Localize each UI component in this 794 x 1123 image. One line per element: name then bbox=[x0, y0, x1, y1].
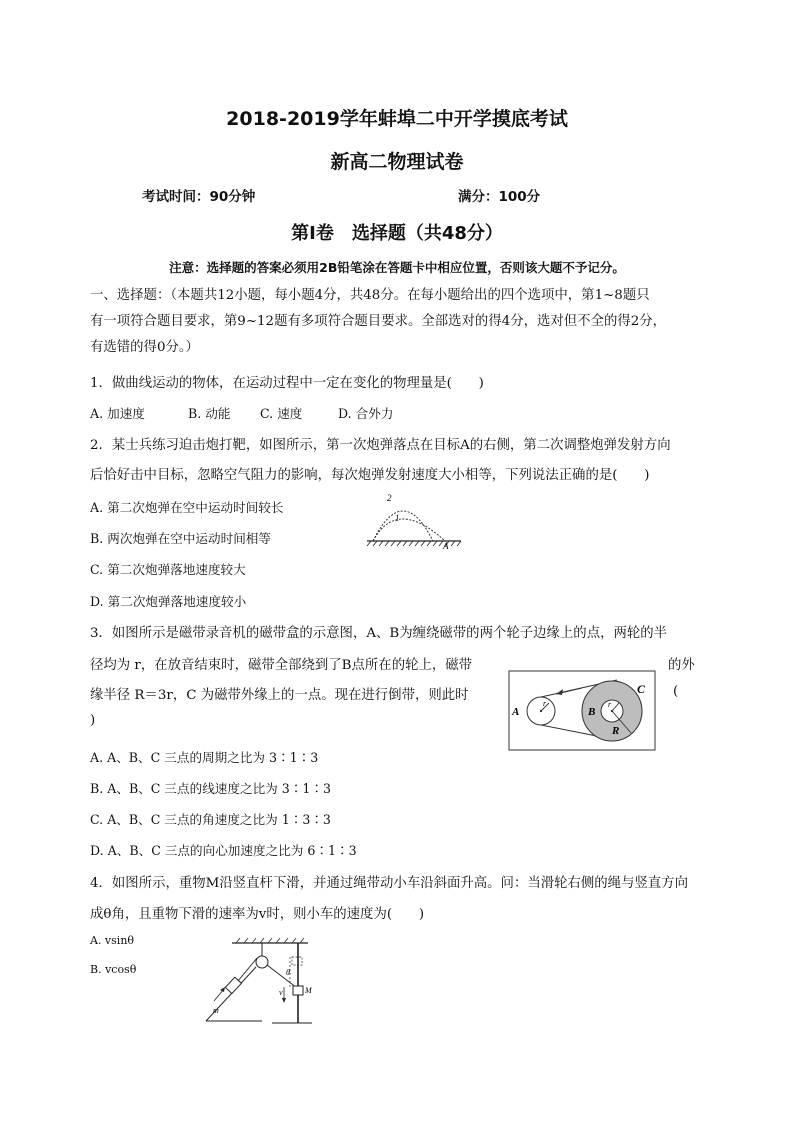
q2-stem-line-1: 2．某士兵练习迫击炮打靶，如图所示，第一次炮弹落点在目标A的右侧，第二次调整炮弹发射方向 bbox=[90, 438, 671, 453]
q3-stem-line-3b: ( bbox=[673, 684, 679, 699]
ceiling-hatch bbox=[236, 938, 304, 943]
q4-pulley-figure bbox=[200, 935, 320, 1027]
q1-stem: 1．做曲线运动的物体，在运动过程中一定在变化的物理量是( ) bbox=[90, 376, 484, 391]
q3-option-c: C. A、B、C 三点的角速度之比为 1∶3∶3 bbox=[90, 812, 331, 827]
trajectory-2 bbox=[373, 511, 433, 541]
q4-option-a: A. vsinθ bbox=[90, 934, 135, 947]
cart-motion-arrow-icon bbox=[220, 987, 225, 992]
velocity-arrow-icon bbox=[282, 998, 286, 1003]
section-title: 第Ⅰ卷 选择题（共48分） bbox=[291, 223, 503, 244]
instructions-line-2: 有一项符合题目要求，第9~12题有多项符合题目要求。全部选对的得4分，选对但不全的得2分， bbox=[90, 314, 667, 329]
instructions-line-1: 一、选择题：（本题共12小题，每小题4分，共48分。在每小题给出的四个选项中，第1~8题只 bbox=[90, 288, 650, 303]
q2-option-c: C. 第二次炮弹落地速度较大 bbox=[90, 562, 246, 577]
point-c-label: C bbox=[637, 682, 646, 696]
point-b-label: B bbox=[588, 706, 596, 718]
q3-tape-cassette-figure bbox=[508, 670, 656, 752]
exam-title: 2018-2019学年蚌埠二中开学摸底考试 bbox=[226, 108, 568, 130]
q1-option-b: B. 动能 bbox=[188, 406, 231, 421]
rope-right bbox=[267, 965, 297, 988]
q3-option-a: A. A、B、C 三点的周期之比为 3∶1∶3 bbox=[90, 750, 319, 765]
theta-label: θ bbox=[286, 968, 290, 977]
q3-stem-line-3a: 缘半径 R＝3r，C 为磁带外缘上的一点。现在进行倒带，则此时 bbox=[90, 688, 469, 703]
q2-trajectory-figure bbox=[365, 487, 465, 549]
q1-option-c: C. 速度 bbox=[260, 406, 303, 421]
velocity-label: v bbox=[279, 988, 283, 997]
exam-subtitle: 新高二物理试卷 bbox=[330, 151, 464, 173]
point-a-label: A bbox=[512, 706, 520, 718]
q2-option-d: D. 第二次炮弹落地速度较小 bbox=[90, 594, 247, 609]
weight-m bbox=[293, 986, 303, 995]
q3-option-d: D. A、B、C 三点的向心加速度之比为 6∶1∶3 bbox=[90, 843, 357, 858]
radius-b-label: r bbox=[608, 700, 612, 709]
q2-stem-line-2: 后恰好击中目标，忽略空气阻力的影响，每次炮弹发射速度大小相等，下列说法正确的是( ) bbox=[90, 468, 650, 483]
trajectory-label-2: 2 bbox=[387, 493, 392, 503]
q1-option-d: D. 合外力 bbox=[338, 406, 394, 421]
radius-R-label: R bbox=[612, 725, 620, 737]
q2-option-b: B. 两次炮弹在空中运动时间相等 bbox=[90, 531, 271, 546]
q3-stem-line-2b: 的外 bbox=[668, 658, 695, 673]
section-note: 注意：选择题的答案必须用2B铅笔涂在答题卡中相应位置，否则该大题不予记分。 bbox=[169, 260, 625, 275]
q4-option-b: B. vcosθ bbox=[90, 963, 137, 976]
radius-a-label: r bbox=[543, 699, 547, 708]
exam-time: 考试时间：90分钟 bbox=[142, 189, 256, 205]
trajectory-1 bbox=[373, 519, 445, 541]
q3-stem-line-4: ) bbox=[90, 713, 96, 728]
q4-stem-line-1: 4．如图所示，重物M沿竖直杆下滑，并通过绳带动小车沿斜面升高。问：当滑轮右侧的绳与竖直方向 bbox=[90, 876, 689, 891]
trajectory-label-1: 1 bbox=[395, 513, 400, 523]
pulley bbox=[256, 956, 268, 968]
q1-option-a: A. 加速度 bbox=[90, 406, 145, 421]
q3-option-b: B. A、B、C 三点的线速度之比为 3∶1∶3 bbox=[90, 781, 332, 796]
target-label-a: A bbox=[443, 541, 449, 549]
q4-stem-line-2: 成θ角，且重物下滑的速率为v时，则小车的速度为( ) bbox=[90, 907, 425, 922]
q3-stem-line-2a: 径均为 r，在放音结束时，磁带全部绕到了B点所在的轮上，磁带 bbox=[90, 658, 473, 673]
cart-label: m bbox=[213, 1006, 219, 1015]
weight-label: M bbox=[305, 986, 312, 995]
q3-stem-line-1: 3．如图所示是磁带录音机的磁带盒的示意图，A、B为缠绕磁带的两个轮子边缘上的点，两轮的半 bbox=[90, 626, 668, 641]
full-score: 满分：100分 bbox=[458, 189, 541, 205]
instructions-line-3: 有选错的得0分。） bbox=[90, 340, 199, 355]
weight-initial-position bbox=[292, 957, 302, 965]
q2-option-a: A. 第二次炮弹在空中运动时间较长 bbox=[90, 500, 284, 515]
